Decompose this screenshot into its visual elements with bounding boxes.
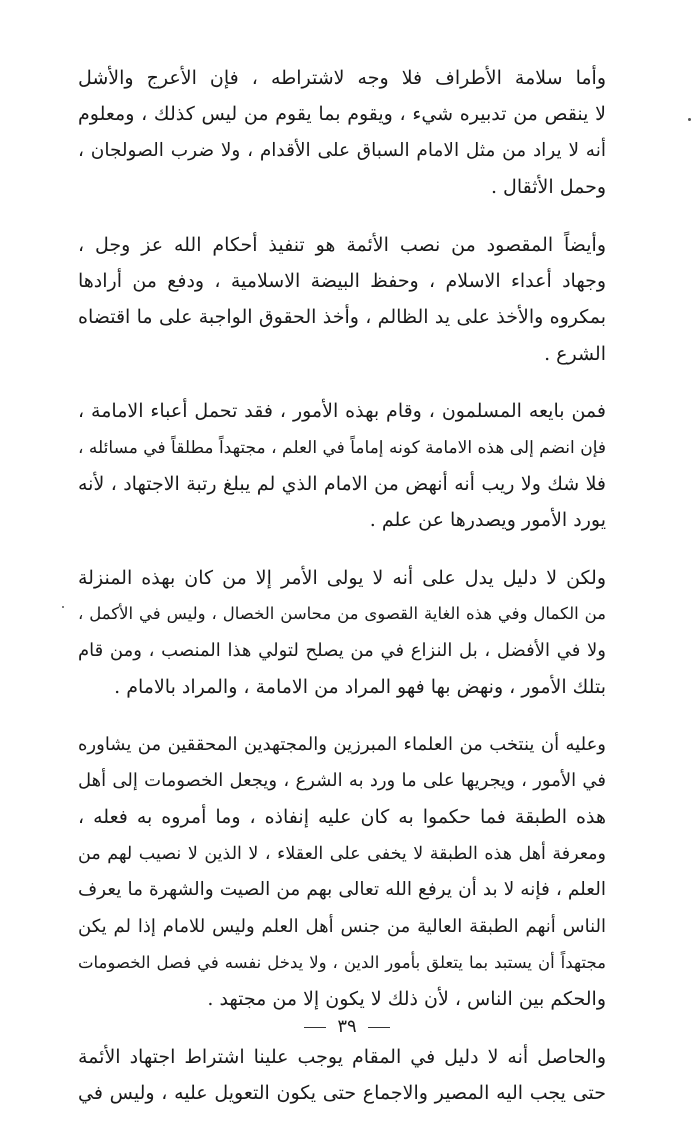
paragraph-3 xyxy=(78,393,606,539)
scan-speck xyxy=(62,606,64,608)
text-line: هذه الطبقة فما حكموا به كان عليه إنفاذه ، وما أمروه به فعله ، xyxy=(78,806,606,829)
text-line: والحكم بين الناس ، لأن ذلك لا يكون إلا من مجتهد . xyxy=(207,988,606,1011)
text-line: بتلك الأمور ، ونهض بها فهو المراد من الامامة ، والمراد بالامام . xyxy=(114,676,606,699)
text-line: ومعرفة أهل هذه الطبقة لا يخفى على العقلاء ، لا الذين لا نصيب لهم من xyxy=(78,843,606,864)
text-line: وجهاد أعداء الاسلام ، وحفظ البيضة الاسلامية ، ودفع من أرادها xyxy=(78,270,606,293)
text-line: وأما سلامة الأطراف فلا وجه لاشتراطه ، فإن الأعرج والأشل xyxy=(78,67,606,89)
text-line: العلم ، فإنه لا بد أن يرفع الله تعالى بهم من الصيت والشهرة ما يعرف xyxy=(78,879,606,901)
text-line: الشرع . xyxy=(544,342,606,365)
paragraph-4 xyxy=(78,560,606,706)
text-line: والحاصل أنه لا دليل في المقام يوجب علينا اشتراط اجتهاد الأئمة xyxy=(78,1045,606,1068)
text-line: وأيضاً المقصود من نصب الأئمة هو تنفيذ أحكام الله عز وجل ، xyxy=(78,233,606,256)
paragraph-1 xyxy=(78,60,606,206)
text-line: لا ينقص من تدبيره شيء ، ويقوم بما يقوم من ليس كذلك ، ومعلوم xyxy=(78,103,606,126)
paragraph-5 xyxy=(78,727,606,1018)
dash-right xyxy=(368,1027,390,1028)
body-text xyxy=(78,60,606,1133)
text-line: وعليه أن ينتخب من العلماء المبرزين والمجتهدين المحققين من يشاوره xyxy=(78,733,606,755)
text-line: ولا في الأفضل ، بل النزاع في من يصلح لتولي هذا المنصب ، ومن قام xyxy=(78,639,606,661)
text-line: الناس أنهم الطبقة العالية من جنس أهل العلم وليس للامام إذا لم يكن xyxy=(78,915,606,937)
text-line: فإن انضم إلى هذه الامامة كونه إماماً في العلم ، مجتهداً مطلقاً في مسائله ، xyxy=(78,437,606,458)
text-line: مجتهداً أن يستبد بما يتعلق بأمور الدين ، ولا يدخل نفسه في فصل الخصومات xyxy=(78,952,606,972)
text-line: يورد الأمور ويصدرها عن علم . xyxy=(369,509,606,532)
text-line: بمكروه والأخذ على يد الظالم ، وأخذ الحقوق الواجبة على ما اقتضاه xyxy=(78,306,606,329)
paragraph-2 xyxy=(78,227,606,373)
text-line: حتى يجب اليه المصير والاجماع حتى يكون التعويل عليه ، وليس في xyxy=(78,1082,606,1105)
text-line: فمن بايعه المسلمون ، وقام بهذه الأمور ، فقد تحمل أعباء الامامة ، xyxy=(78,400,606,423)
text-line: أنه لا يراد من مثل الامام السباق على الأقدام ، ولا ضرب الصولجان ، xyxy=(78,139,606,161)
text-line: فلا شك ولا ريب أنه أنهض من الامام الذي لم يبلغ رتبة الاجتهاد ، لأنه xyxy=(78,473,606,496)
text-line: من الكمال وفي هذه الغاية القصوى من محاسن الخصال ، وليس في الأكمل ، xyxy=(78,604,606,624)
scan-speck xyxy=(688,118,691,121)
dash-left xyxy=(304,1027,326,1028)
text-line: في الأمور ، ويجريها على ما ورد به الشرع ، ويجعل الخصومات إلى أهل xyxy=(78,769,606,791)
text-line: ولكن لا دليل يدل على أنه لا يولى الأمر إلا من كان بهذه المنزلة xyxy=(78,566,606,589)
page-number-value: ٣٩ xyxy=(337,1016,357,1037)
text-line: وحمل الأثقال . xyxy=(490,176,606,199)
page-number xyxy=(0,1016,694,1037)
paragraph-6 xyxy=(78,1039,606,1112)
